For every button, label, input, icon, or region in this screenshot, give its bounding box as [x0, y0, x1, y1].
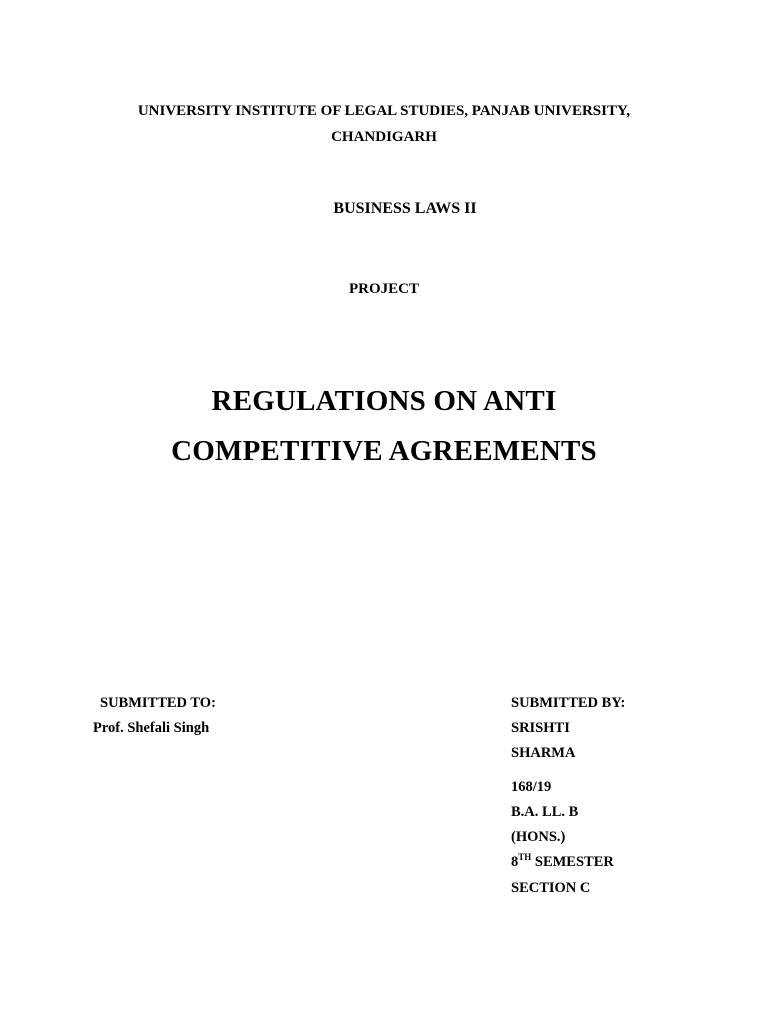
- institution-name-line1: UNIVERSITY INSTITUTE OF LEGAL STUDIES, PANJAB UNIVERSITY,: [137, 103, 631, 119]
- submitter-name-line2: SHARMA: [511, 745, 576, 761]
- title-line2: COMPETITIVE AGREEMENTS: [171, 435, 597, 467]
- semester-ordinal-suffix: TH: [518, 852, 532, 863]
- submitted-to-label: SUBMITTED TO:: [100, 695, 216, 711]
- roll-number: 168/19: [511, 779, 552, 795]
- title-line1: REGULATIONS ON ANTI: [211, 385, 557, 417]
- submitted-by-label: SUBMITTED BY:: [511, 695, 626, 711]
- document-type: PROJECT: [348, 281, 419, 297]
- course-name: BUSINESS LAWS II: [333, 200, 477, 217]
- submitter-name-line1: SRISHTI: [511, 720, 570, 736]
- degree-line2: (HONS.): [511, 829, 566, 845]
- semester-label: SEMESTER: [531, 854, 614, 870]
- institution-name-line2: CHANDIGARH: [331, 129, 437, 145]
- degree-line1: B.A. LL. B: [511, 804, 579, 820]
- semester: [511, 854, 614, 871]
- submitted-to-name: Prof. Shefali Singh: [93, 720, 210, 736]
- semester-number: 8: [511, 854, 519, 870]
- section: SECTION C: [511, 880, 591, 896]
